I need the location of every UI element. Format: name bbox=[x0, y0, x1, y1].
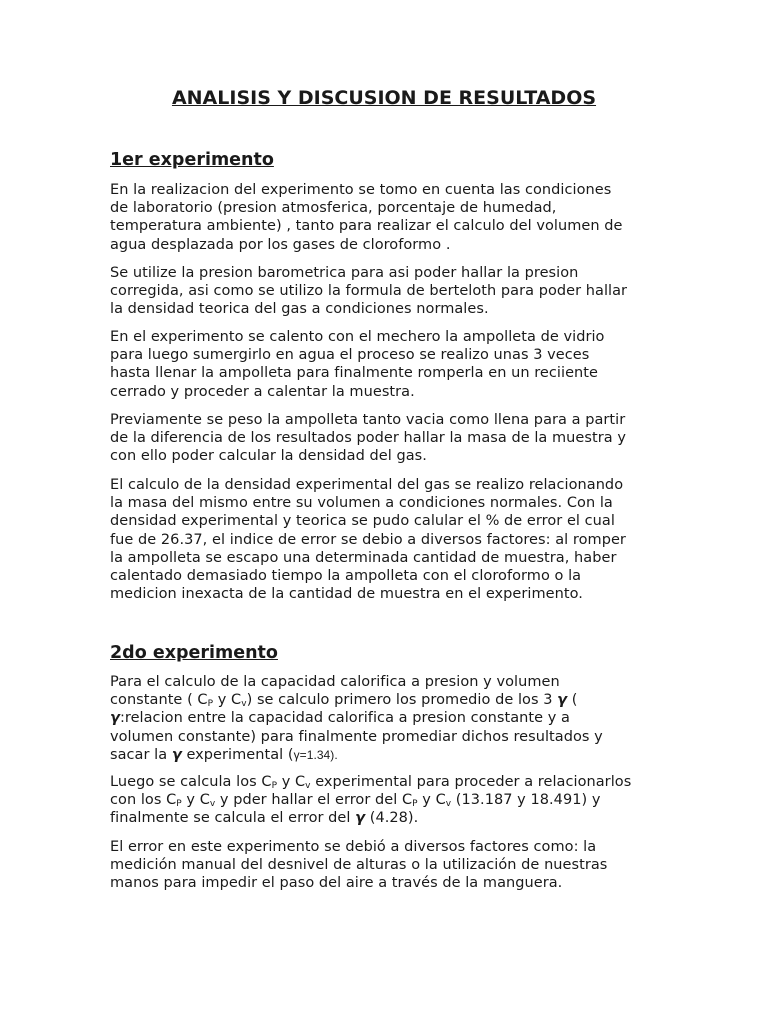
gamma-symbol: γ bbox=[110, 710, 120, 727]
section-heading-1: 1er experimento bbox=[110, 150, 274, 170]
gamma-symbol: γ bbox=[557, 692, 568, 709]
paragraph: Para el calculo de la capacidad calorifica a presion y volumen constante ( $C_P$ y $C_v$) se calculo primero los promedio de los 3 γ ( γ:relacion entre la capacidad calorifica a presion constante y a volumen constante) para finalmente promediar dichos resultados y sacar la γ experimental (γ=1.34). bbox=[110, 674, 603, 763]
paragraph: El error en este experimento se debió a diversos factores como: la medición manual del desnivel de alturas o la utilización de nuestras manos para impedir el paso del aire a través de la manguera. bbox=[110, 839, 608, 892]
paragraph: Previamente se peso la ampolleta tanto vacia como llena para a partir de la diferencia de los resultados poder hallar la masa de la muestra y con ello poder calcular la densidad del gas. bbox=[110, 412, 626, 465]
paragraph: El calculo de la densidad experimental del gas se realizo relacionando la masa del mismo entre su volumen a condiciones normales. Con la densidad experimental y teorica se pudo calular el % de error el cual fue de 26.37, el indice de error se debio a diversos factores: al romper la ampolleta se escapo una determinada cantidad de muestra, haber calentado demasiado tiempo la ampolleta con el cloroformo o la medicion inexacta de la cantidad de muestra en el experimento. bbox=[110, 477, 626, 603]
paragraph: Se utilize la presion barometrica para asi poder hallar la presion corregida, asi como se utilizo la formula de berteloth para poder hallar la densidad teorica del gas a condiciones normales. bbox=[110, 265, 628, 318]
document-title: ANALISIS Y DISCUSION DE RESULTADOS bbox=[171, 87, 597, 109]
gamma-symbol: γ bbox=[171, 746, 182, 763]
gamma-symbol: γ bbox=[355, 810, 366, 827]
paragraph: En la realizacion del experimento se tomo en cuenta las condiciones de laboratorio (presion atmosferica, porcentaje de humedad, temperatura ambiente) , tanto para realizar el calculo del volumen de agua desplazada por los gases de cloroformo . bbox=[110, 182, 623, 253]
paragraph: En el experimento se calento con el mechero la ampolleta de vidrio para luego sumergirlo en agua el proceso se realizo unas 3 veces hasta llenar la ampolleta para finalmente romperla en un reciiente cerrado y proceder a calentar la muestra. bbox=[110, 329, 605, 400]
section-heading-2: 2do experimento bbox=[110, 643, 278, 663]
paragraph: Luego se calcula los $C_P$ y $C_v$ experimental para proceder a relacionarlos con los $C_P$ y $C_v$ y pder hallar el error del $C_P$ y $C_v$ (13.187 y 18.491) y finalmente se calcula el error del γ (4.28). bbox=[110, 774, 632, 827]
